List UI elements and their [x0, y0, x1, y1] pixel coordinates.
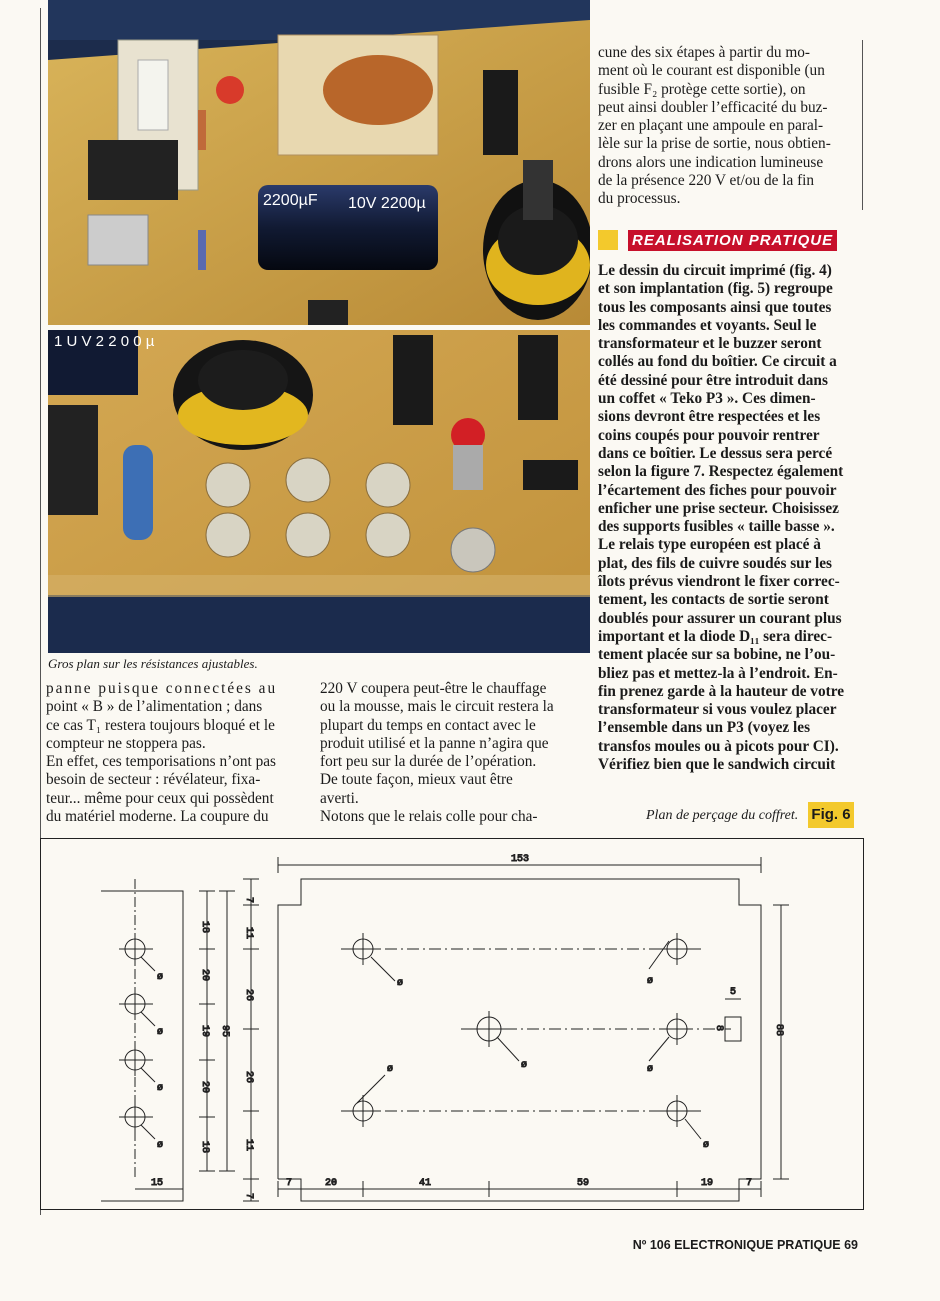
section-heading: REALISATION PRATIQUE: [628, 230, 837, 251]
text-line: fusible F₂ protège cette sortie), on: [598, 80, 806, 98]
dim-inner-1: 7: [243, 897, 254, 904]
capacitor-label-1: 2200µF: [263, 192, 318, 209]
text-line: plat, des fils de cuivre soudés sur les: [598, 554, 833, 572]
text-line: Le dessin du circuit imprimé (fig. 4): [598, 262, 832, 279]
dim-bottom-3: 41: [419, 1178, 432, 1189]
hole-label: ø: [703, 1140, 710, 1151]
hole-label: ø: [647, 976, 654, 987]
text-line: fin prenez garde à la hauteur de votre: [598, 682, 845, 700]
dim-inner-3: 26: [243, 989, 254, 1002]
text-line: ce cas T₁ restera toujours bloqué et le: [46, 716, 275, 734]
text-line: tous les composants ainsi que toutes: [598, 298, 832, 316]
text-line: et son implantation (fig. 5) regroupe: [598, 280, 833, 298]
text-line: teur... même pour ceux qui possèdent: [46, 789, 274, 807]
text-line: bliez pas et mettez-la à l’endroit. En-: [598, 664, 838, 682]
text-line: du processus.: [598, 190, 681, 208]
dim-left-5: 18: [199, 1141, 210, 1154]
text-line: En effet, ces temporisations n’ont pas: [46, 753, 276, 771]
capacitor-label-3: 1 U V 2 2 0 0 µ: [54, 333, 155, 350]
hole-label: ø: [387, 1064, 394, 1075]
drilling-plan-figure: [40, 838, 864, 1210]
text-line: averti.: [320, 789, 359, 807]
photo-trimmer-closeup: [48, 330, 590, 653]
text-line: l’écartement des fiches pour pouvoir: [598, 481, 837, 499]
text-line: des supports fusibles « taille basse ».: [598, 518, 835, 536]
text-line: coins coupés pour pouvoir rentrer: [598, 426, 820, 444]
heading-marker: [598, 230, 618, 250]
photo-caption: Gros plan sur les résistances ajustables.: [48, 656, 258, 671]
dim-total-width: 153: [511, 854, 530, 865]
dim-inner-2: 11: [243, 927, 254, 940]
text-line: Le relais type européen est placé à: [598, 536, 821, 554]
text-line: l’ensemble dans un P3 (voyez les: [598, 719, 811, 737]
text-line: ou la mousse, mais le circuit restera la: [320, 698, 554, 716]
box-outline: [278, 879, 761, 1201]
dim-left-total: 95: [219, 1025, 230, 1038]
figure-badge: Fig. 6: [808, 802, 854, 828]
text-line: collés au fond du boîtier. Ce circuit a: [598, 353, 837, 371]
dim-inner-4: 26: [243, 1071, 254, 1084]
text-line: produit utilisé et la panne n’agira que: [320, 734, 549, 752]
column-3-body-text: [598, 262, 854, 774]
dim-bottom-6: 7: [746, 1178, 753, 1189]
text-line: les commandes et voyants. Seul le: [598, 316, 817, 334]
text-line: transfos moules ou à picots pour CI).: [598, 737, 839, 755]
left-panel-outline: [101, 891, 183, 1201]
text-line: important et la diode D₁₁ sera direc-: [598, 627, 833, 645]
right-column-rule: [862, 40, 863, 210]
text-line: peut ainsi doubler l’efficacité du buz-: [598, 98, 828, 116]
text-line: plupart du temps en contact avec le: [320, 716, 536, 734]
text-line: de la présence 220 V et/ou de la fin: [598, 172, 815, 190]
text-line: 220 V coupera peut-être le chauffage: [320, 680, 547, 697]
text-line: îlots prévus viendront le fixer correc-: [598, 573, 840, 591]
hole-label: ø: [157, 972, 164, 983]
dim-bottom-4: 59: [577, 1178, 590, 1189]
text-line: point « B » de l’alimentation ; dans: [46, 698, 263, 716]
photo-relay-closeup: [48, 0, 590, 325]
text-line: compteur ne stoppera pas.: [46, 734, 206, 752]
text-line: dans ce boîtier. Le dessus sera percé: [598, 444, 833, 462]
text-line: Vérifiez bien que le sandwich circuit: [598, 756, 836, 774]
dim-bottom-5: 19: [701, 1178, 714, 1189]
hole-label: ø: [647, 1064, 654, 1075]
dim-small: 5: [730, 987, 737, 998]
text-line: besoin de secteur : révélateur, fixa-: [46, 771, 261, 789]
hole-label: ø: [157, 1140, 164, 1151]
page-footer: Nº 106 ELECTRONIQUE PRATIQUE 69: [632, 1238, 858, 1252]
dim-small-v: 8: [713, 1025, 724, 1032]
column-3-top-text: [598, 44, 854, 209]
text-line: transformateur si vous voulez placer: [598, 701, 837, 719]
text-line: tement placée sur sa bobine, ne l’ou-: [598, 646, 836, 664]
text-line: De toute façon, mieux vaut être: [320, 771, 513, 789]
dim-left-4: 20: [199, 1081, 210, 1094]
text-line: été dessiné pour être introduit dans: [598, 371, 828, 389]
box-holes: [347, 933, 741, 1139]
hole-label: ø: [157, 1083, 164, 1094]
text-line: selon la figure 7. Respectez également: [598, 463, 844, 481]
dim-left-bottom: 15: [151, 1178, 164, 1189]
text-line: lèle sur la prise de sortie, nous obtien-: [598, 135, 831, 153]
hole-label: ø: [521, 1060, 528, 1071]
text-line: sions devront être respectées et les: [598, 408, 821, 426]
text-line: zer en plaçant une ampoule en paral-: [598, 117, 824, 135]
dim-left-1: 18: [199, 921, 210, 934]
column-2-text: [320, 680, 578, 826]
text-line: transformateur et le buzzer seront: [598, 335, 822, 353]
text-line: cune des six étapes à partir du mo-: [598, 44, 810, 61]
dim-left-3: 19: [199, 1025, 210, 1038]
text-line: tement, les contacts de sortie seront: [598, 591, 829, 609]
left-panel-holes: [119, 879, 155, 1179]
text-line: fort peu sur la durée de l’opération.: [320, 753, 537, 771]
capacitor-label-2: 10V 2200µ: [348, 195, 426, 212]
text-line: ment où le courant est disponible (un: [598, 62, 825, 80]
dim-bottom-2: 20: [325, 1178, 338, 1189]
dim-left-2: 20: [199, 969, 210, 982]
text-line: panne puisque connectées au: [46, 680, 278, 697]
dim-bottom-1: 7: [286, 1178, 293, 1189]
text-line: un coffet « Teko P3 ». Ces dimen-: [598, 390, 816, 408]
text-line: enficher une prise secteur. Choisissez: [598, 499, 839, 517]
text-line: Notons que le relais colle pour cha-: [320, 808, 538, 826]
dim-height: 88: [773, 1024, 784, 1037]
hole-label: ø: [397, 978, 404, 989]
dim-inner-5: 11: [243, 1139, 254, 1152]
hole-label: ø: [157, 1027, 164, 1038]
figure-caption: Plan de perçage du coffret.: [646, 808, 799, 823]
text-line: drons alors une indication lumineuse: [598, 153, 824, 171]
column-1-text: [46, 680, 302, 826]
text-line: du matériel moderne. La coupure du: [46, 808, 269, 826]
dim-inner-6: 7: [243, 1193, 254, 1200]
text-line: doublés pour assurer un courant plus: [598, 609, 842, 627]
